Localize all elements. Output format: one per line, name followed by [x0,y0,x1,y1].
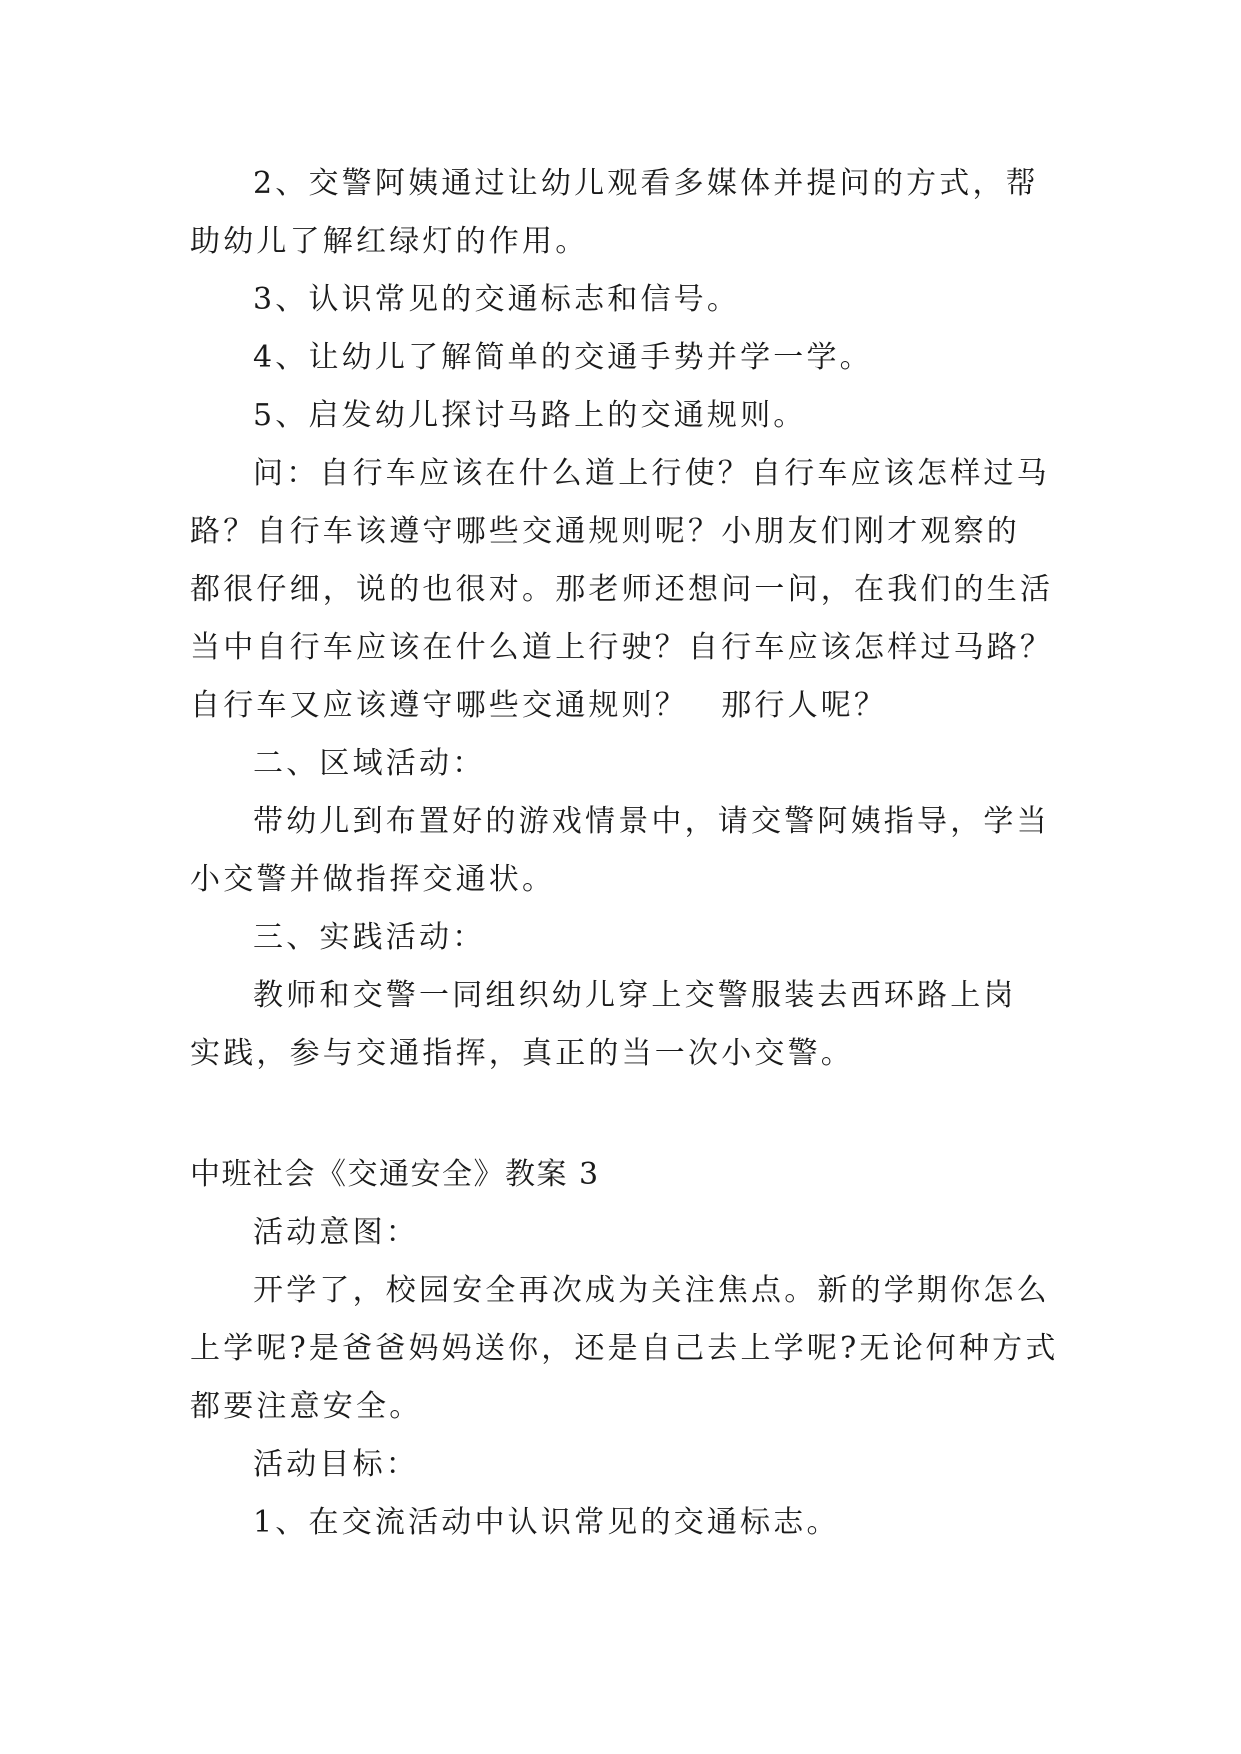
paragraph-line: 1、在交流活动中认识常见的交通标志。 [253,1505,840,1540]
paragraph-line: 当中自行车应该在什么道上行驶？自行车应该怎样过马路？ [190,630,1054,665]
paragraph-line: 都要注意安全。 [190,1389,423,1424]
paragraph-line: 教师和交警一同组织幼儿穿上交警服装去西环路上岗 [253,978,1017,1013]
paragraph-line: 助幼儿了解红绿灯的作用。 [190,224,589,259]
paragraph-line: 都很仔细，说的也很对。那老师还想问一问，在我们的生活 [190,572,1054,607]
paragraph-line: 小交警并做指挥交通状。 [190,862,556,897]
paragraph-line: 带幼儿到布置好的游戏情景中，请交警阿姨指导，学当 [253,804,1050,839]
paragraph-line: 自行车又应该遵守哪些交通规则？ 那行人呢？ [190,688,888,723]
paragraph-line: 3、认识常见的交通标志和信号。 [253,282,741,317]
paragraph-line: 问：自行车应该在什么道上行使？自行车应该怎样过马 [253,456,1050,491]
paragraph-line: 4、让幼儿了解简单的交通手势并学一学。 [253,340,873,375]
document-title: 中班社会《交通安全》教案 3 [190,1157,600,1192]
section-heading: 三、实践活动： [253,920,486,955]
paragraph-line: 路？自行车该遵守哪些交通规则呢？小朋友们刚才观察的 [190,514,1020,549]
paragraph-line: 5、启发幼儿探讨马路上的交通规则。 [253,398,807,433]
paragraph-line: 上学呢?是爸爸妈妈送你，还是自己去上学呢?无论何种方式 [190,1331,1059,1366]
paragraph-line: 2、交警阿姨通过让幼儿观看多媒体并提问的方式，帮 [253,166,1039,201]
paragraph-line: 开学了，校园安全再次成为关注焦点。新的学期你怎么 [253,1273,1050,1308]
section-heading: 活动意图： [253,1215,419,1250]
paragraph-line: 实践，参与交通指挥，真正的当一次小交警。 [190,1036,854,1071]
section-heading: 活动目标： [253,1447,419,1482]
section-heading: 二、区域活动： [253,746,486,781]
